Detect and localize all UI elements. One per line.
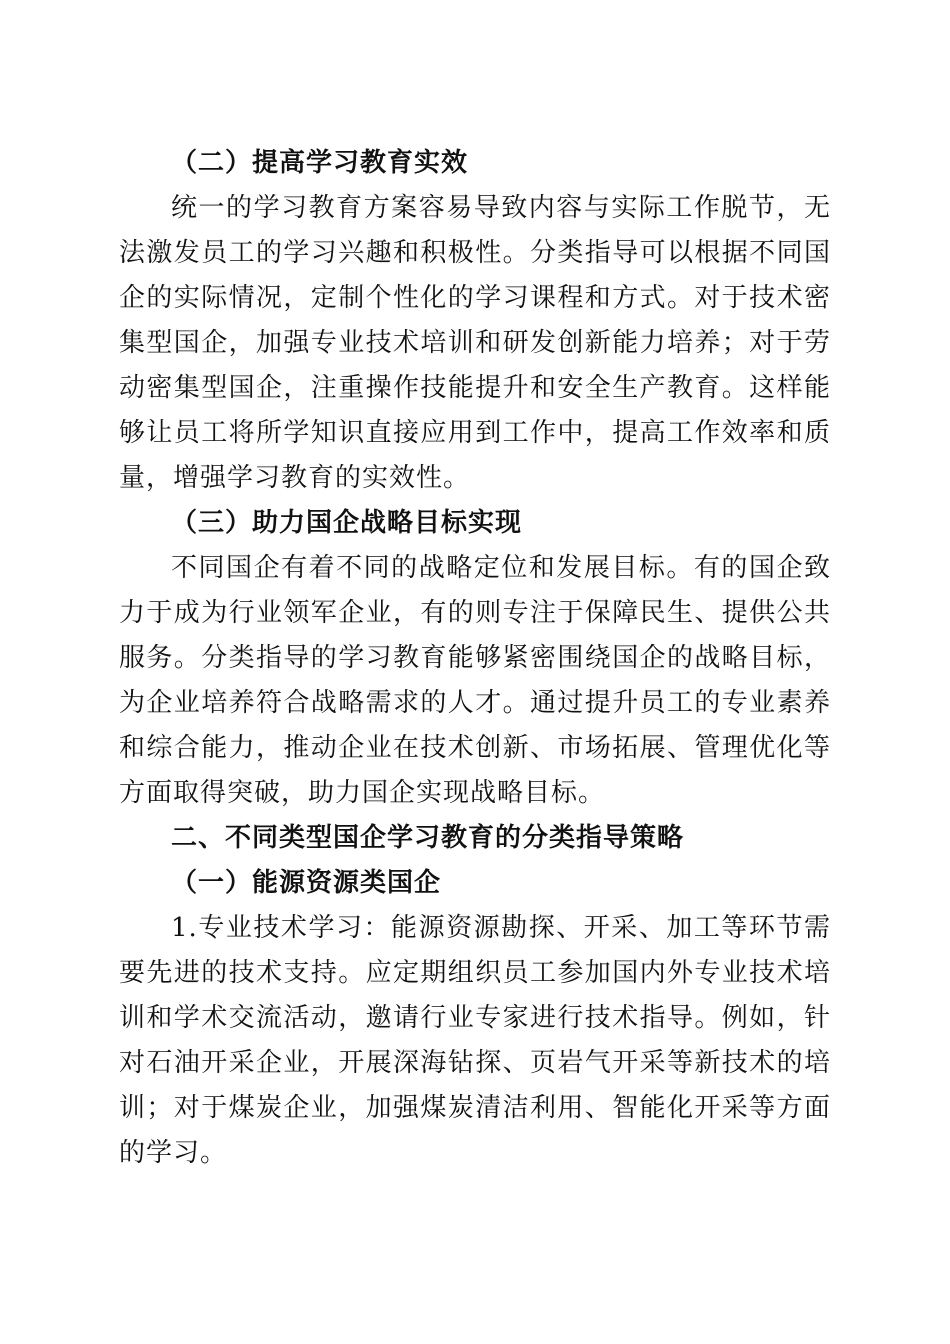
paragraph-practical-effectiveness: 统一的学习教育方案容易导致内容与实际工作脱节，无法激发员工的学习兴趣和积极性。分类指导可以根据不同国企的实际情况，定制个性化的学习课程和方式。对于技术密集型国企，加强专业技术培训和研发创新能力培养；对于劳动密集型国企，注重操作技能提升和安全生产教育。这样能够让员工将所学知识直接应用到工作中，提高工作效率和质量，增强学习教育的实效性。 xyxy=(119,193,831,493)
paragraph-technical-learning: 1.专业技术学习：能源资源勘探、开采、加工等环节需要先进的技术支持。应定期组织员工参加国内外专业技术培训和学术交流活动，邀请行业专家进行技术指导。例如，针对石油开采企业，开展深海钻探、页岩气开采等新技术的培训；对于煤炭企业，加强煤炭清洁利用、智能化开采等方面的学习。 xyxy=(119,913,831,1168)
section-heading-3: （三）助力国企战略目标实现 xyxy=(171,508,523,538)
section-heading-2: （二）提高学习教育实效 xyxy=(171,148,469,178)
subsection-heading-energy: （一）能源资源类国企 xyxy=(171,868,442,898)
paragraph-strategic-goals: 不同国企有着不同的战略定位和发展目标。有的国企致力于成为行业领军企业，有的则专注于保障民生、提供公共服务。分类指导的学习教育能够紧密围绕国企的战略目标，为企业培养符合战略需求的人才。通过提升员工的专业素养和综合能力，推动企业在技术创新、市场拓展、管理优化等方面取得突破，助力国企实现战略目标。 xyxy=(119,553,831,808)
chapter-title-2: 二、不同类型国企学习教育的分类指导策略 xyxy=(171,823,685,853)
